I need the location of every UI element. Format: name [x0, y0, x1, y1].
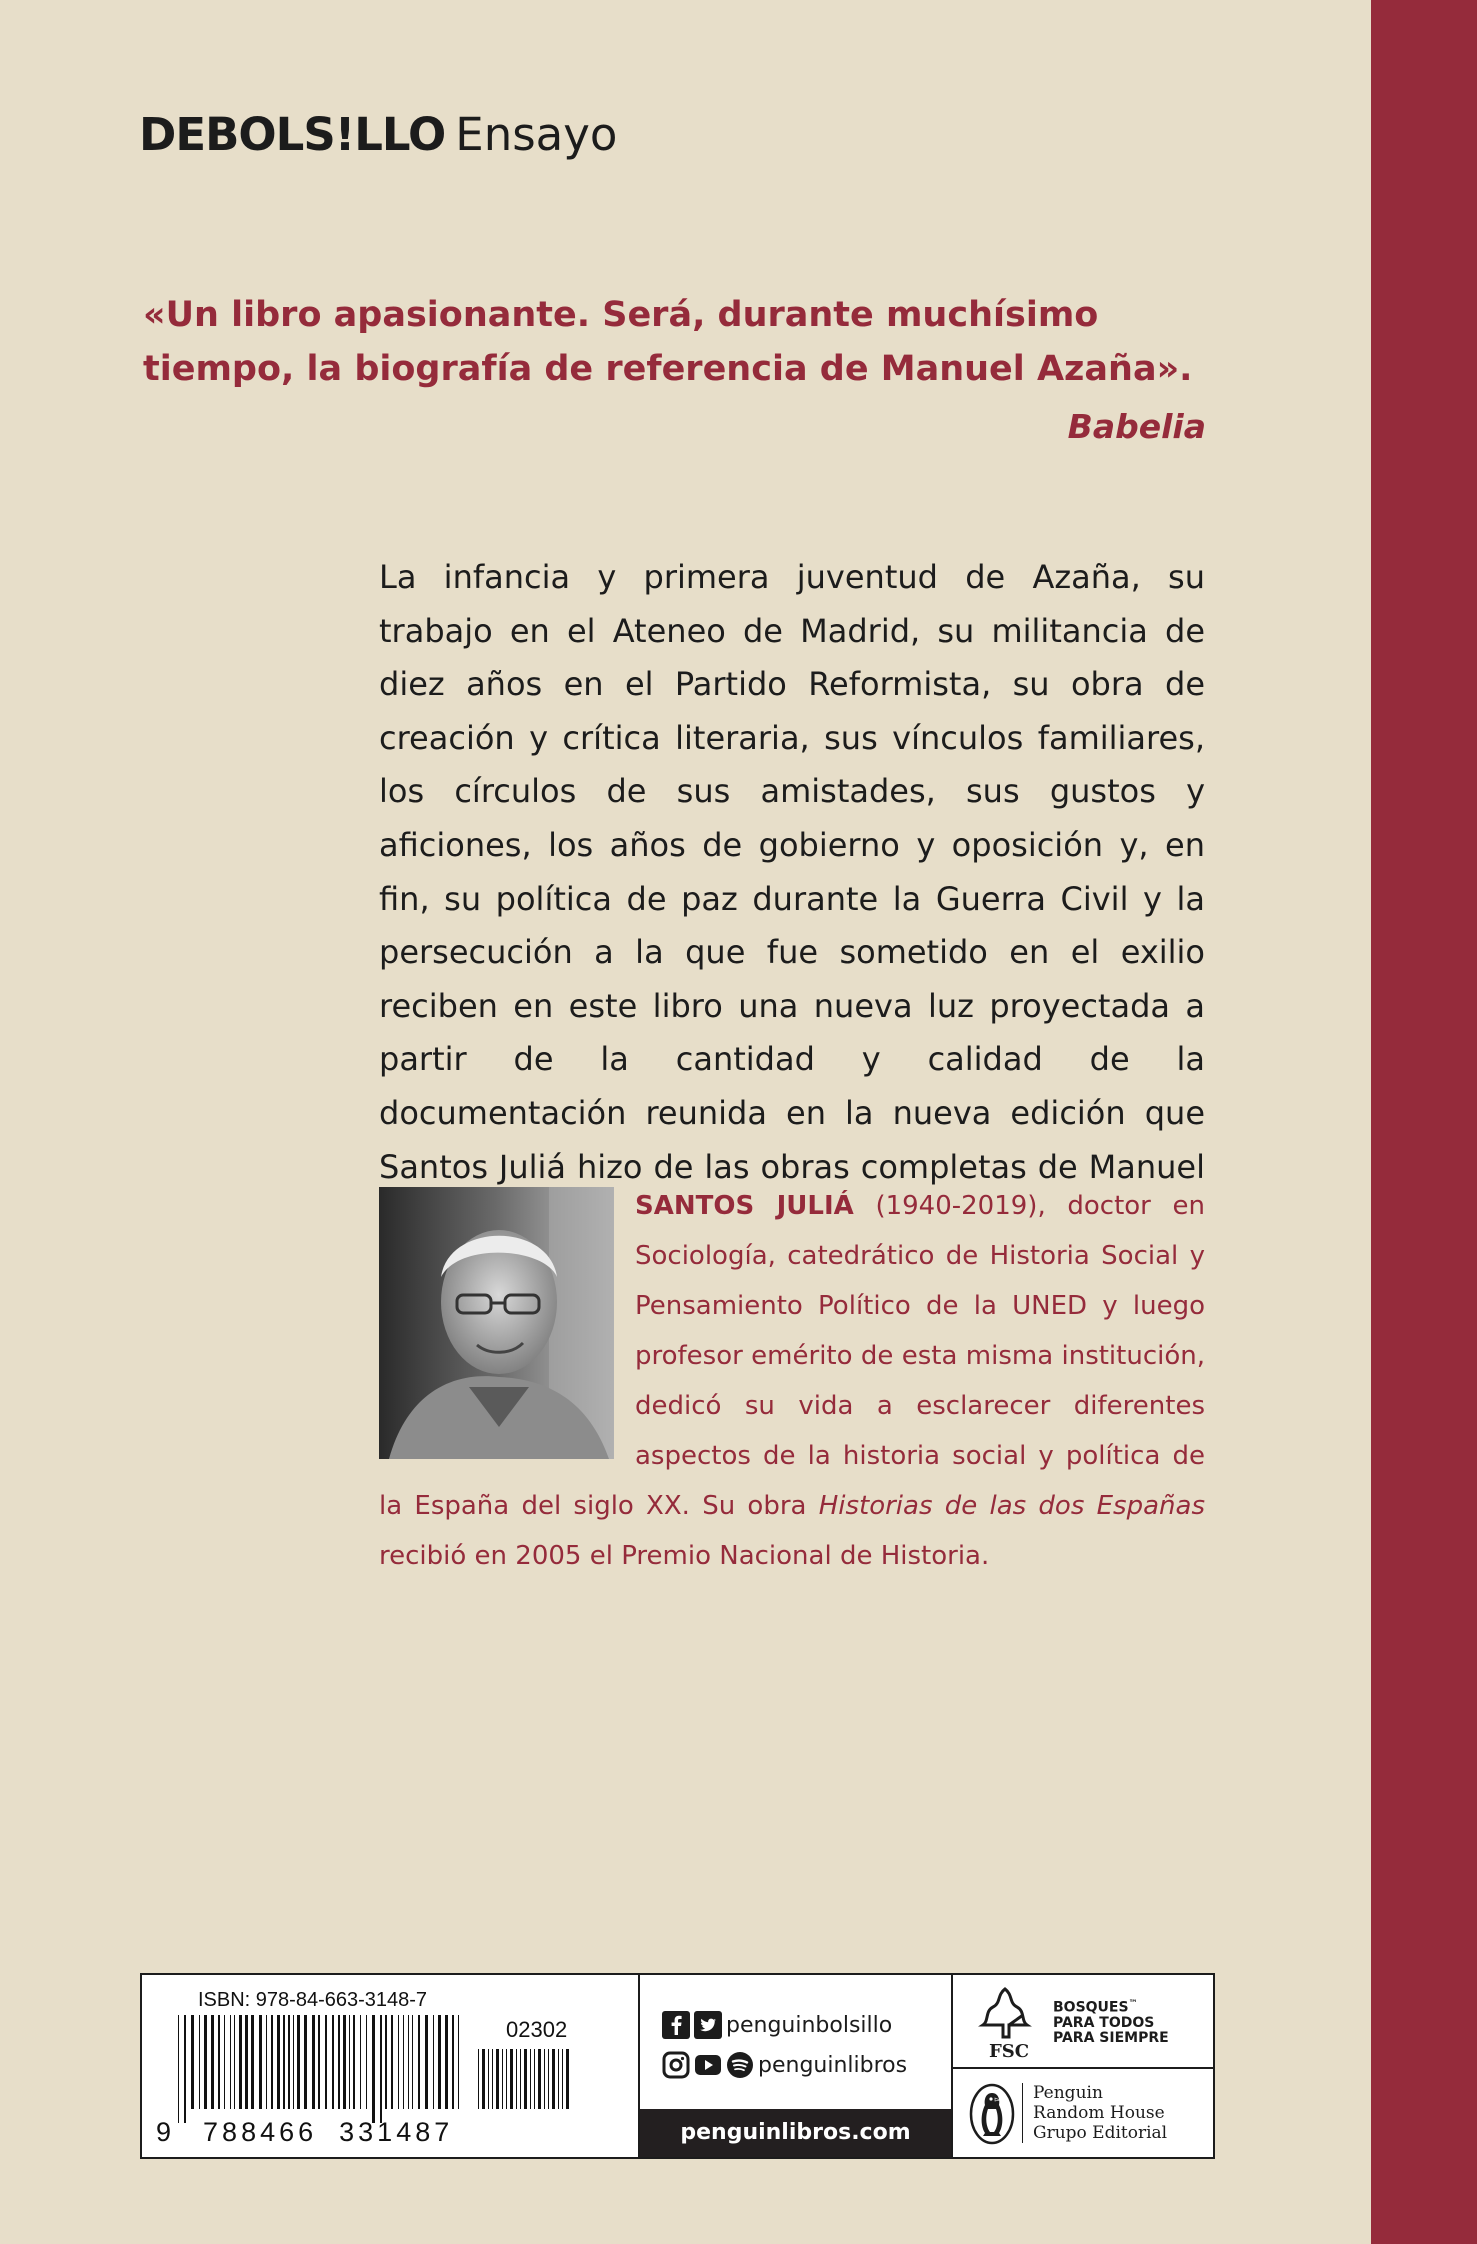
barcode-bar	[391, 2015, 393, 2109]
barcode-bar	[524, 2049, 527, 2109]
barcode-bar	[353, 2015, 355, 2109]
publisher-brand: DEBOLS!LLO	[139, 108, 446, 161]
barcode-bar	[482, 2049, 485, 2109]
ean-first-digit: 9	[156, 2117, 172, 2147]
fsc-line-1: BOSQUES	[1053, 1999, 1129, 2016]
ean-group-2: 331487	[339, 2117, 454, 2147]
barcode-bar	[502, 2049, 503, 2109]
barcode-bar	[304, 2015, 307, 2109]
barcode-bar	[412, 2015, 413, 2109]
barcode-bar	[452, 2015, 454, 2109]
instagram-icon[interactable]	[662, 2051, 690, 2079]
ean-barcode	[178, 2015, 468, 2123]
barcode-bar	[360, 2015, 361, 2109]
barcode-bar	[534, 2049, 535, 2109]
barcode-bar	[366, 2015, 367, 2109]
fsc-block	[953, 1975, 1215, 2069]
penguin-logo-icon	[969, 2083, 1015, 2145]
barcode-bar	[325, 2015, 327, 2109]
barcode-bar	[548, 2049, 549, 2109]
publisher-line-3: Grupo Editorial	[1033, 2123, 1168, 2143]
book-synopsis: La infancia y primera juventud de Azaña, su trabajo en el Ateneo de Madrid, su militancia de diez años en el Partido Reformista, su obra de creación y crítica literaria, sus vínculos familiares, los círculos de sus amistades, sus gustos y aficiones, los años de gobierno y oposición y, en fin, su política de paz durante la Guerra Civil y la persecución a la que fue sometido en el exilio reciben en este libro una nueva luz proyectada a partir de la cantidad y calidad de la documentación reunida en la nueva edición que Santos Juliá hizo de las obras completas de Manuel	[379, 558, 1205, 1186]
social-row-libros	[662, 2051, 907, 2079]
barcode-bar	[445, 2015, 448, 2109]
barcode-bar	[271, 2015, 273, 2109]
collection-name: Ensayo	[455, 108, 618, 161]
barcode-bar	[552, 2049, 555, 2109]
author-name: SANTOS JULIÁ	[635, 1191, 854, 1221]
publisher-block	[953, 2069, 1215, 2157]
publisher-divider	[1022, 2083, 1023, 2143]
barcode-bar	[184, 2015, 186, 2123]
fsc-tree-logo-icon	[975, 1985, 1045, 2061]
barcode-bar	[199, 2015, 200, 2109]
fsc-tm: ™	[1128, 1999, 1138, 2009]
social-row-bolsillo	[662, 2011, 892, 2039]
author-bio	[379, 1181, 1205, 1581]
barcode-bar	[425, 2015, 428, 2109]
series-header	[139, 108, 617, 161]
barcode-bar	[408, 2015, 409, 2109]
barcode-bar	[380, 2015, 382, 2123]
barcode-bar	[318, 2015, 320, 2109]
facebook-icon[interactable]	[662, 2011, 690, 2039]
fsc-line-2: PARA TODOS	[1053, 2014, 1155, 2031]
twitter-icon[interactable]	[694, 2011, 722, 2039]
barcode-bar	[492, 2049, 493, 2109]
spotify-icon[interactable]	[726, 2051, 754, 2079]
back-cover-info-box	[140, 1973, 1215, 2159]
price-code: 02302	[506, 2017, 568, 2042]
publisher-name	[1033, 2083, 1167, 2143]
barcode-bar	[458, 2015, 459, 2109]
website-link[interactable]: penguinlibros.com	[640, 2109, 951, 2157]
barcode-bar	[433, 2015, 434, 2109]
barcode-bar	[538, 2049, 541, 2109]
barcode-bar	[234, 2015, 235, 2109]
barcode-bar	[506, 2049, 507, 2109]
author-bio-text-2: recibió en 2005 el Premio Nacional de Historia.	[379, 1541, 990, 1571]
handle-penguinbolsillo[interactable]: penguinbolsillo	[726, 2012, 893, 2038]
barcode-bar	[218, 2015, 220, 2109]
barcode-bar	[558, 2049, 559, 2109]
barcode-area	[142, 1975, 640, 2157]
barcode-bar	[230, 2015, 231, 2109]
barcode-bar	[178, 2015, 179, 2123]
handle-penguinlibros[interactable]: penguinlibros	[758, 2052, 908, 2078]
barcode-bar	[372, 2015, 375, 2123]
quote-source: Babelia	[1067, 407, 1206, 446]
barcode-bar	[277, 2015, 280, 2109]
barcode-bar	[520, 2049, 521, 2109]
review-quote: «Un libro apasionante. Será, durante muchísimo tiempo, la biografía de referencia de Manuel Azaña».	[143, 295, 1193, 389]
author-bio-text-1: (1940-2019), doctor en Sociología, catedrático de Historia Social y Pensamiento Político de la UNED y luego profesor emérito de esta misma institución, dedicó su vida a esclarecer diferentes aspectos de la historia social y política de la España del siglo XX. Su obra	[379, 1191, 1205, 1521]
barcode-bar	[211, 2015, 214, 2109]
barcode-bar	[204, 2015, 207, 2109]
author-book-title: Historias de las dos Españas	[818, 1491, 1205, 1521]
barcode-bar	[478, 2049, 479, 2109]
barcode-bar	[245, 2015, 248, 2109]
barcode-bar	[191, 2015, 194, 2109]
spine-stripe	[1371, 0, 1477, 2244]
fsc-label: FSC	[988, 2041, 1030, 2061]
barcode-bar	[496, 2049, 499, 2109]
barcode-bar	[224, 2015, 225, 2109]
barcode-bar	[293, 2015, 294, 2109]
barcode-bar	[338, 2015, 340, 2109]
barcode-bar	[544, 2049, 545, 2109]
social-links	[640, 1975, 953, 2157]
barcode-bar	[438, 2015, 441, 2109]
barcode-bar	[403, 2015, 404, 2109]
barcode-bar	[349, 2015, 350, 2109]
barcode-bar	[266, 2015, 267, 2109]
barcode-bar	[488, 2049, 489, 2109]
barcode-bar	[385, 2015, 387, 2109]
barcode-bar	[343, 2015, 346, 2109]
isbn-text: ISBN: 978-84-663-3148-7	[198, 1989, 428, 2011]
barcode-bar	[418, 2015, 420, 2109]
barcode-bar	[516, 2049, 517, 2109]
barcode-bar	[312, 2015, 315, 2109]
ean-group-1: 788466	[203, 2117, 318, 2147]
fsc-line-3: PARA SIEMPRE	[1053, 2029, 1169, 2046]
barcode-bar	[283, 2015, 285, 2109]
barcode-bar	[259, 2015, 262, 2109]
barcode-bar	[566, 2049, 569, 2109]
barcode-bar	[251, 2015, 254, 2109]
barcode-bar	[398, 2015, 399, 2109]
addon-barcode	[478, 2049, 574, 2123]
publisher-line-2: Random House	[1033, 2103, 1165, 2123]
ean-digits	[156, 2117, 453, 2148]
barcode-bar	[510, 2049, 513, 2109]
certification-area	[953, 1975, 1215, 2157]
youtube-icon[interactable]	[694, 2051, 722, 2079]
barcode-bar	[332, 2015, 334, 2109]
barcode-bar	[530, 2049, 531, 2109]
barcode-bar	[297, 2015, 300, 2109]
barcode-bar	[288, 2015, 290, 2109]
fsc-tagline	[1053, 1997, 1169, 2046]
barcode-bar	[562, 2049, 563, 2109]
barcode-bar	[239, 2015, 242, 2109]
publisher-line-1: Penguin	[1033, 2083, 1103, 2103]
